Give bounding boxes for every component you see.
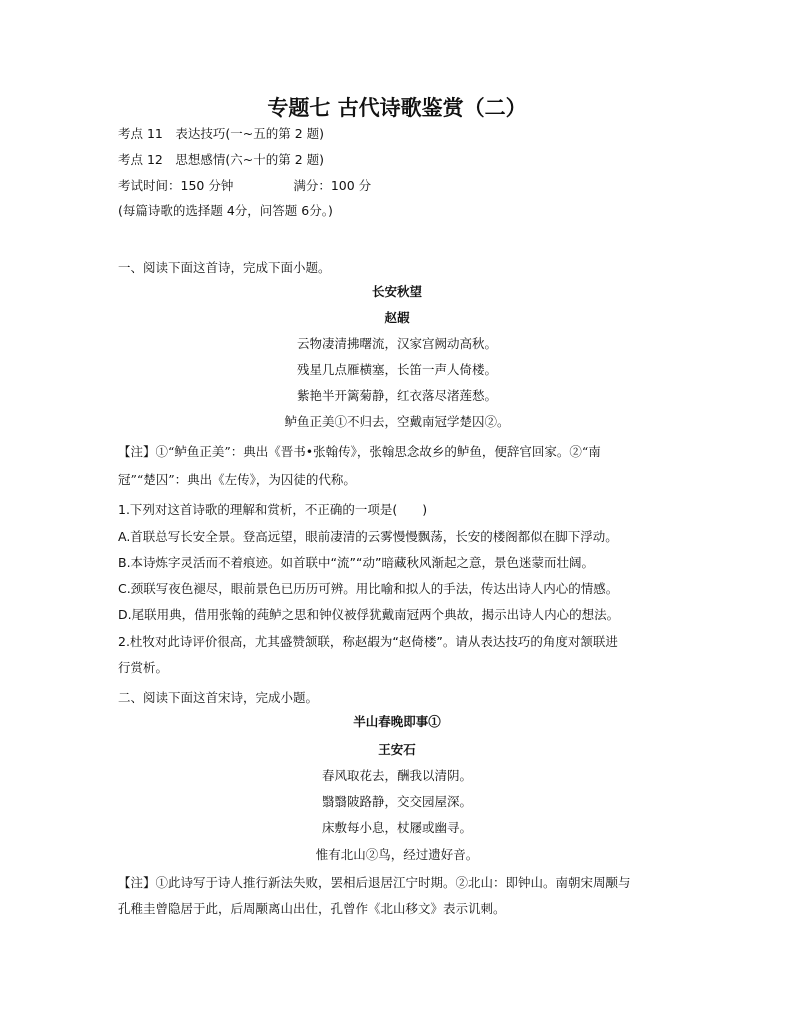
option-a: A.首联总写长安全景。登高远望，眼前凄清的云雾慢慢飘荡，长安的楼阁都似在脚下浮动。 bbox=[118, 529, 618, 544]
poem1-note-line1: 【注】①“鲈鱼正美”：典出《晋书•张翰传》，张翰思念故乡的鲈鱼，便辞官回家。②“南 bbox=[118, 444, 601, 459]
section2-heading: 二、阅读下面这首宋诗，完成小题。 bbox=[118, 690, 319, 705]
poem1-line: 鲈鱼正美①不归去，空戴南冠学楚囚②。 bbox=[284, 414, 510, 429]
option-b: B.本诗炼字灵活而不着痕迹。如首联中“流”“动”暗藏秋风渐起之意，景色迷蒙而壮阔。 bbox=[118, 555, 594, 570]
poem2-line: 床敷每小息，杖屦或幽寻。 bbox=[321, 820, 472, 835]
poem2-line: 翳翳陂路静，交交园屋深。 bbox=[321, 794, 472, 809]
poem2-note-line1: 【注】①此诗写于诗人推行新法失败，罢相后退居江宁时期。②北山：即钟山。南朝宋周颙与 bbox=[118, 875, 631, 890]
scoring-rule: (每篇诗歌的选择题 4分，问答题 6分。) bbox=[118, 203, 333, 218]
exam-score: 满分：100 分 bbox=[293, 178, 372, 193]
poem1-line: 云物凄清拂曙流，汉家宫阙动高秋。 bbox=[296, 336, 497, 351]
question-2-line2: 行赏析。 bbox=[118, 660, 169, 675]
poem2-note-line2: 孔稚圭曾隐居于此，后周颙离山出仕，孔曾作《北山移文》表示讥刺。 bbox=[118, 901, 506, 916]
poem1-line: 紫艳半开篱菊静，红衣落尽渚莲愁。 bbox=[296, 388, 497, 403]
option-c: C.颈联写夜色褪尽，眼前景色已历历可辨。用比喻和拟人的手法，传达出诗人内心的情感。 bbox=[118, 581, 619, 596]
poem2-title: 半山春晚即事① bbox=[353, 714, 441, 729]
section1-heading: 一、阅读下面这首诗，完成下面小题。 bbox=[118, 260, 331, 275]
poem2-author: 王安石 bbox=[378, 742, 416, 757]
page-title: 专题七 古代诗歌鉴赏（二） bbox=[267, 95, 527, 120]
exam-time: 考试时间：150 分钟 bbox=[118, 178, 234, 193]
poem1-title: 长安秋望 bbox=[371, 284, 422, 299]
poem2-line: 惟有北山②鸟，经过遗好音。 bbox=[315, 847, 479, 862]
poem1-line: 残星几点雁横塞，长笛一声人倚楼。 bbox=[296, 362, 497, 377]
question-1: 1.下列对这首诗歌的理解和赏析，不正确的一项是( ) bbox=[118, 502, 428, 517]
question-2-line1: 2.杜牧对此诗评价很高，尤其盛赞颔联，称赵嘏为“赵倚楼”。请从表达技巧的角度对颔联进 bbox=[118, 634, 618, 649]
poem1-author: 赵嘏 bbox=[384, 310, 410, 325]
poem2-line: 春风取花去，酬我以清阴。 bbox=[321, 768, 472, 783]
kaodian-12: 考点 12 思想感情(六~十的第 2 题) bbox=[118, 152, 325, 167]
kaodian-11: 考点 11 表达技巧(一~五的第 2 题) bbox=[118, 126, 325, 141]
exam-info bbox=[118, 176, 371, 194]
poem1-note-line2: 冠”“楚囚”：典出《左传》，为囚徒的代称。 bbox=[118, 472, 356, 487]
option-d: D.尾联用典，借用张翰的莼鲈之思和钟仪被俘犹戴南冠两个典故，揭示出诗人内心的想法。 bbox=[118, 607, 620, 622]
